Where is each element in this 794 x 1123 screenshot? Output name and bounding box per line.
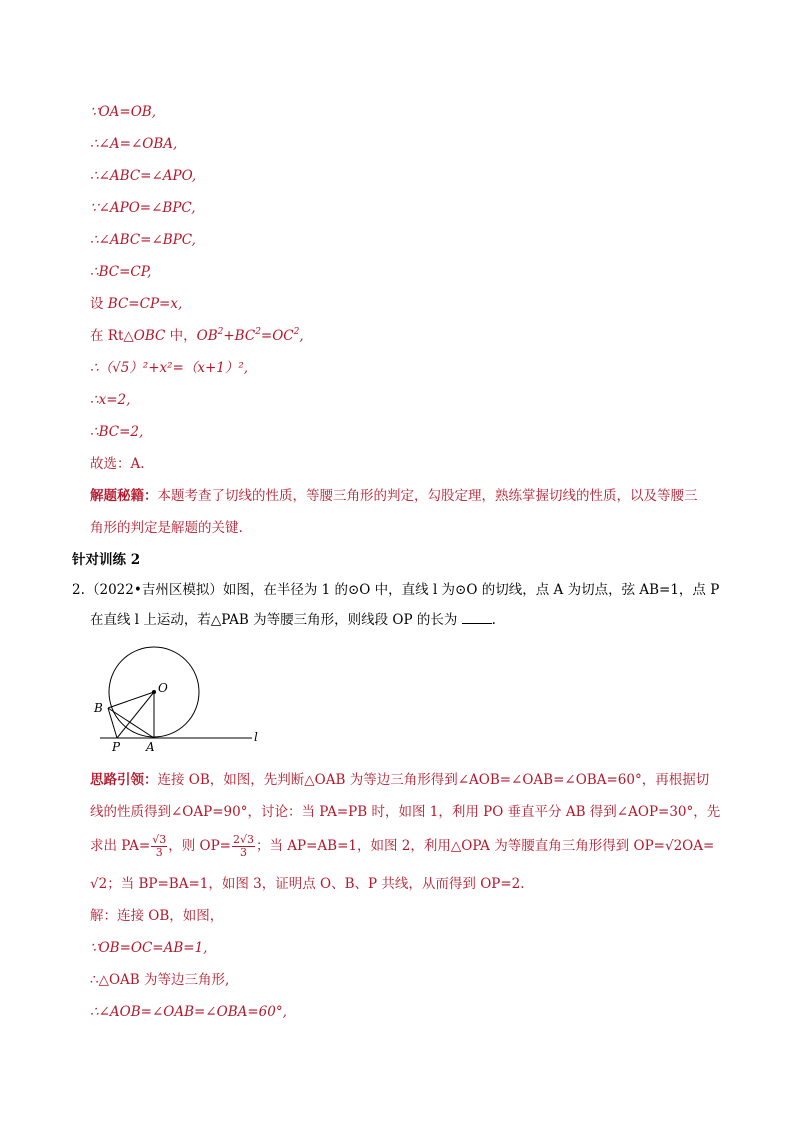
hint-text-3c: ；当 AP=AB=1，如图 2，利用△OPA 为等腰直角三角形得到 OP=√2OA= [256,838,715,854]
question-line-1: （2022•吉州区模拟）如图，在半径为 1 的⊙O 中，直线 l 为⊙O 的切线，点 A 为切点，弦 AB=1，点 P [86,582,720,598]
step-6: ∴BC=CP, [90,264,152,280]
step-8-prefix: 在 Rt△ [90,328,134,344]
fraction-op-den: 3 [239,846,247,859]
label-a: A [146,740,155,754]
secret-text-1: 本题考查了切线的性质，等腰三角形的判定，勾股定理，熟练掌握切线的性质，以及等腰三 [157,488,698,504]
secret-line-2: 角形的判定是解题的关键. [90,520,243,536]
answer-choice: 故选：A. [90,456,145,472]
step-8-equation: $OB^2+BC^2=OC^2$, [196,327,304,344]
segment-ab [108,708,154,738]
section-title: 针对训练 2 [72,552,141,568]
step-7-prefix: 设 [90,296,108,312]
sol2-step-2: ∵OB=OC=AB=1, [90,940,208,956]
hint-line-1 [90,771,709,789]
step-11: ∴BC=2, [90,424,144,440]
hint-label: 思路引领： [90,772,158,788]
label-o: O [158,681,168,695]
step-7-math: BC=CP=x, [107,296,183,312]
secret-line-1 [90,487,698,505]
hint-line-2: 线的性质得到∠OAP=90°，讨论：当 PA=PB 时，如图 1，利用 PO 垂直平分 AB 得到∠AOP=30°，先 [90,804,721,820]
question-number: 2. [72,582,85,598]
fraction-pa [151,834,167,859]
sol2-step-1: 解：连接 OB，如图， [90,908,224,924]
secret-label: 解题秘籍： [90,488,158,504]
geometry-figure [88,640,268,755]
center-point [152,690,156,694]
question-line-2 [90,611,496,629]
step-10: ∴x=2, [90,392,131,408]
fraction-op-num: 2√3 [232,833,254,846]
hint-text-3b: ，则 OP= [168,838,231,854]
step-9: ∴（√5）²+x²=（x+1）², [90,360,249,376]
hint-line-3 [90,833,714,859]
hint-text-3a: 求出 PA= [90,838,151,854]
step-7 [90,295,182,313]
fraction-pa-den: 3 [155,846,163,859]
sol2-step-4: ∴∠AOB=∠OAB=∠OBA=60°, [90,1004,287,1020]
step-1: ∵OA=OB, [90,104,156,120]
question-line-2-end: . [491,612,496,628]
label-b: B [94,701,103,715]
fraction-op [232,834,255,859]
fraction-pa-num: √3 [152,833,167,846]
step-2: ∴∠A=∠OBA, [90,136,178,152]
answer-blank[interactable] [462,611,492,624]
label-l: l [254,730,258,744]
label-p: P [112,740,121,754]
step-8-triangle: OBC [133,328,166,344]
step-8 [90,327,304,345]
step-4: ∵∠APO=∠BPC, [90,200,196,216]
question-line-2-text: 在直线 l 上运动，若△PAB 为等腰三角形，则线段 OP 的长为 [90,612,458,628]
sol2-step-3: ∴△OAB 为等边三角形, [90,972,230,988]
step-5: ∴∠ABC=∠BPC, [90,232,196,248]
step-8-mid: 中， [165,328,197,344]
step-3: ∴∠ABC=∠APO, [90,168,197,184]
hint-line-4: √2；当 BP=BA=1，如图 3，证明点 O、B、P 共线，从而得到 OP=2. [90,876,525,892]
hint-text-1: 连接 OB，如图，先判断△OAB 为等边三角形得到∠AOB=∠OAB=∠OBA=60°，再根据切 [157,772,710,788]
